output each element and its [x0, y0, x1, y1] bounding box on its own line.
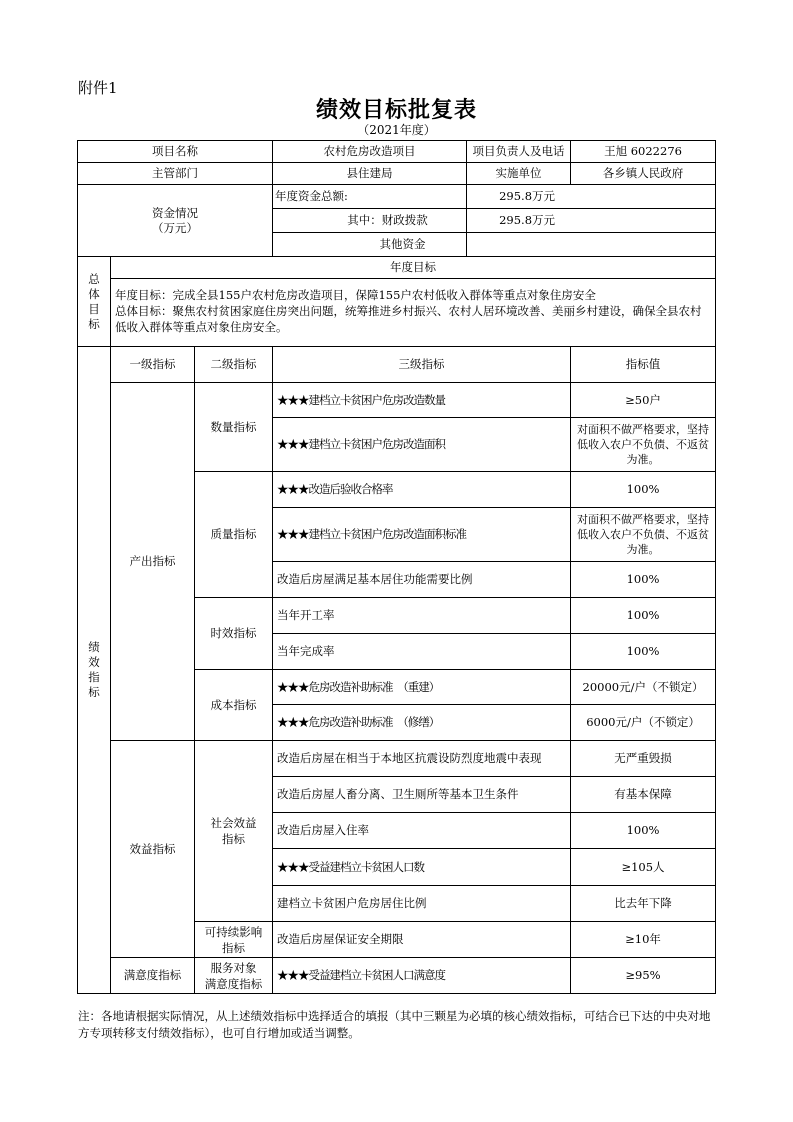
indicator-value: ≥105人	[571, 849, 716, 886]
indicator-value: 100%	[571, 598, 716, 634]
indicator-value: ≥95%	[571, 958, 716, 994]
annual-target-header: 年度目标	[111, 257, 716, 279]
project-name-value: 农村危房改造项目	[273, 141, 467, 163]
indicator-value: 对面积不做严格要求，坚持低收入农户不负债、不返贫为准。	[571, 418, 716, 472]
footnote: 注：各地请根据实际情况，从上述绩效指标中选择适合的填报（其中三颗星为必填的核心绩效指标，可结合已下达的中央对地方专项转移支付绩效指标），也可自行增加或适当调整。	[78, 1009, 711, 1040]
indicator-row: ★★★建档立卡贫困户危房改造数量	[273, 383, 571, 418]
annual-target-text: 年度目标：完成全县155户农村危房改造项目，保障155户农村低收入群体等重点对象住房安全	[115, 288, 596, 302]
overall-target-label: 总 体 目 标	[78, 257, 111, 347]
overall-goal-text: 总体目标：聚焦农村贫困家庭住房突出问题，统筹推进乡村振兴、农村人居环境改善、美丽乡村建设，确保全县农村低收入群体等重点对象住房安全。	[115, 304, 702, 334]
indicator-row: 当年开工率	[273, 598, 571, 634]
indicator-value: 有基本保障	[571, 777, 716, 813]
impl-value: 各乡镇人民政府	[571, 163, 716, 185]
attachment-label: 附件1	[78, 79, 118, 97]
indicator-row: ★★★受益建档立卡贫困人口数	[273, 849, 571, 886]
level2-header: 二级指标	[195, 347, 273, 383]
indicator-value: 100%	[571, 813, 716, 849]
quantity-indicator-label: 数量指标	[195, 383, 273, 472]
indicator-value: 对面积不做严格要求，坚持低收入农户不负债、不返贫为准。	[571, 508, 716, 562]
dept-label: 主管部门	[78, 163, 273, 185]
service-satisfaction-label: 服务对象 满意度指标	[195, 958, 273, 994]
indicator-row: 改造后房屋在相当于本地区抗震设防烈度地震中表现	[273, 741, 571, 777]
funds-other-label: 其他资金	[273, 233, 467, 257]
indicator-row: ★★★受益建档立卡贫困人口满意度	[273, 958, 571, 994]
page-subtitle: （2021年度）	[357, 123, 436, 137]
funds-fiscal-value: 295.8万元	[467, 209, 716, 233]
indicator-row: 当年完成率	[273, 634, 571, 670]
indicator-row: 改造后房屋人畜分离、卫生厕所等基本卫生条件	[273, 777, 571, 813]
indicator-value: 100%	[571, 562, 716, 598]
responsible-value: 王旭 6022276	[571, 141, 716, 163]
funds-label-line1: 资金情况	[152, 205, 198, 220]
level3-header: 三级指标	[273, 347, 571, 383]
time-indicator-label: 时效指标	[195, 598, 273, 670]
indicator-value: 100%	[571, 472, 716, 508]
indicator-row: 建档立卡贫困户危房居住比例	[273, 886, 571, 922]
indicator-value: 无严重毁损	[571, 741, 716, 777]
indicator-row: ★★★建档立卡贫困户危房改造面积	[273, 418, 571, 472]
social-benefit-label: 社会效益 指标	[195, 741, 273, 922]
indicator-row: 改造后房屋满足基本居住功能需要比例	[273, 562, 571, 598]
dept-value: 县住建局	[273, 163, 467, 185]
satisfaction-indicator-label: 满意度指标	[111, 958, 195, 994]
indicator-row: ★★★建档立卡贫困户危房改造面积标准	[273, 508, 571, 562]
benefit-indicator-label: 效益指标	[111, 741, 195, 958]
cost-indicator-label: 成本指标	[195, 670, 273, 741]
indicator-row: 改造后房屋入住率	[273, 813, 571, 849]
funds-label	[78, 185, 273, 257]
quality-indicator-label: 质量指标	[195, 472, 273, 598]
funds-label-line2: （万元）	[152, 220, 198, 235]
level1-header: 一级指标	[111, 347, 195, 383]
output-indicator-label: 产出指标	[111, 383, 195, 741]
indicator-value: 比去年下降	[571, 886, 716, 922]
funds-other-value	[467, 233, 716, 257]
value-header: 指标值	[571, 347, 716, 383]
overall-target-text	[111, 279, 716, 347]
indicator-value: 20000元/户（不锁定）	[571, 670, 716, 705]
sustain-impact-label: 可持续影响 指标	[195, 922, 273, 958]
performance-target-table	[77, 140, 716, 994]
performance-indicators-label: 绩 效 指 标	[78, 347, 111, 994]
indicator-value: ≥10年	[571, 922, 716, 958]
indicator-row: ★★★危房改造补助标准 （重建）	[273, 670, 571, 705]
indicator-row: 改造后房屋保证安全期限	[273, 922, 571, 958]
responsible-label: 项目负责人及电话	[467, 141, 571, 163]
indicator-value: 100%	[571, 634, 716, 670]
indicator-value: 6000元/户（不锁定）	[571, 705, 716, 741]
funds-total-value: 295.8万元	[467, 185, 716, 209]
indicator-row: ★★★改造后验收合格率	[273, 472, 571, 508]
indicator-row: ★★★危房改造补助标准 （修缮）	[273, 705, 571, 741]
project-name-label: 项目名称	[78, 141, 273, 163]
impl-label: 实施单位	[467, 163, 571, 185]
funds-total-label: 年度资金总额:	[273, 185, 467, 209]
funds-fiscal-label: 其中：财政拨款	[273, 209, 467, 233]
page-title: 绩效目标批复表	[315, 98, 477, 123]
indicator-value: ≥50户	[571, 383, 716, 418]
